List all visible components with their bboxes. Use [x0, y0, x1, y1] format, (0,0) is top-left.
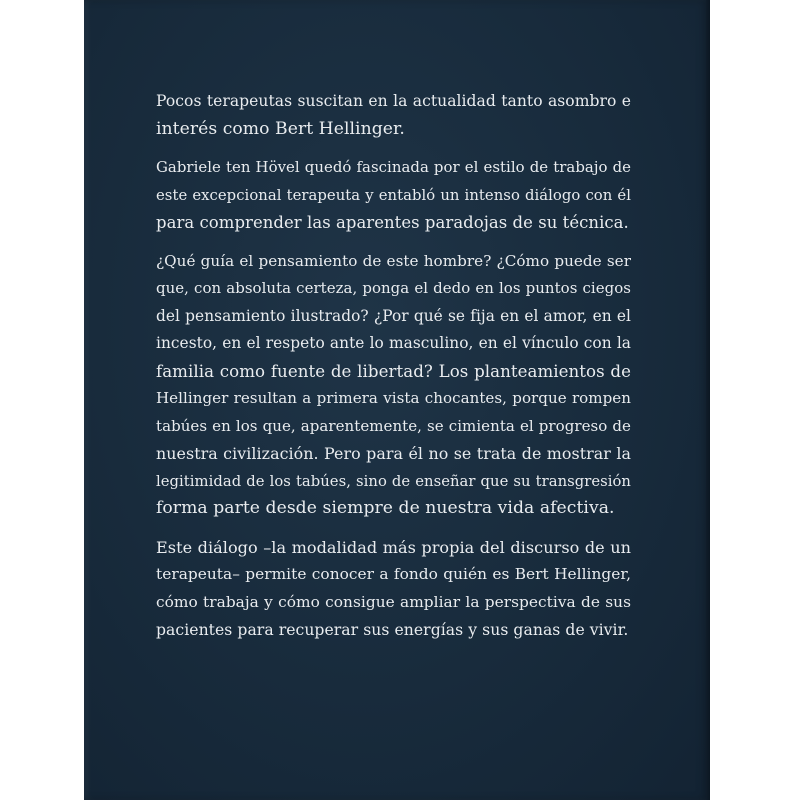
text-line: tabúes en los que, aparentemente, se cimienta el progreso de: [156, 416, 631, 435]
text-line: pacientes para recuperar sus energías y sus ganas de vivir.: [156, 620, 629, 639]
text-line: forma parte desde siempre de nuestra vida afectiva.: [156, 498, 615, 518]
text-line: Hellinger resultan a primera vista chocantes, porque rompen: [156, 389, 631, 407]
text-line: incesto, en el respeto ante lo masculino, en el vínculo con la: [156, 334, 631, 352]
cover-edge: [706, 0, 710, 800]
text-line: este excepcional terapeuta y entabló un intenso diálogo con él: [156, 186, 631, 204]
text-line: interés como Bert Hellinger.: [156, 118, 405, 139]
text-line: que, con absoluta certeza, ponga el dedo en los puntos ciegos: [156, 279, 631, 297]
text-line: del pensamiento ilustrado? ¿Por qué se fija en el amor, en el: [156, 306, 631, 325]
paragraph-3: [156, 248, 631, 523]
text-line: para comprender las aparentes paradojas de su técnica.: [156, 213, 629, 232]
paragraph-2: [156, 154, 631, 237]
paragraph-1: [156, 88, 631, 143]
text-line: nuestra civilización. Pero para él no se trata de mostrar la: [156, 444, 631, 463]
text-line: legitimidad de los tabúes, sino de enseñar que su transgresión: [156, 472, 631, 490]
paragraph-4: [156, 534, 631, 644]
text-line: Gabriele ten Hövel quedó fascinada por el estilo de trabajo de: [156, 158, 631, 176]
text-line: cómo trabaja y cómo consigue ampliar la perspectiva de sus: [156, 592, 631, 611]
text-line: Pocos terapeutas suscitan en la actualidad tanto asombro e: [156, 92, 631, 110]
back-cover-blurb: [156, 88, 631, 655]
text-line: ¿Qué guía el pensamiento de este hombre? ¿Cómo puede ser: [156, 251, 631, 270]
book-back-cover: [84, 0, 710, 800]
text-line: familia como fuente de libertad? Los planteamientos de: [156, 361, 631, 381]
text-line: terapeuta– permite conocer a fondo quién es Bert Hellinger,: [156, 565, 631, 583]
text-line: Este diálogo –la modalidad más propia del discurso de un: [156, 537, 631, 557]
